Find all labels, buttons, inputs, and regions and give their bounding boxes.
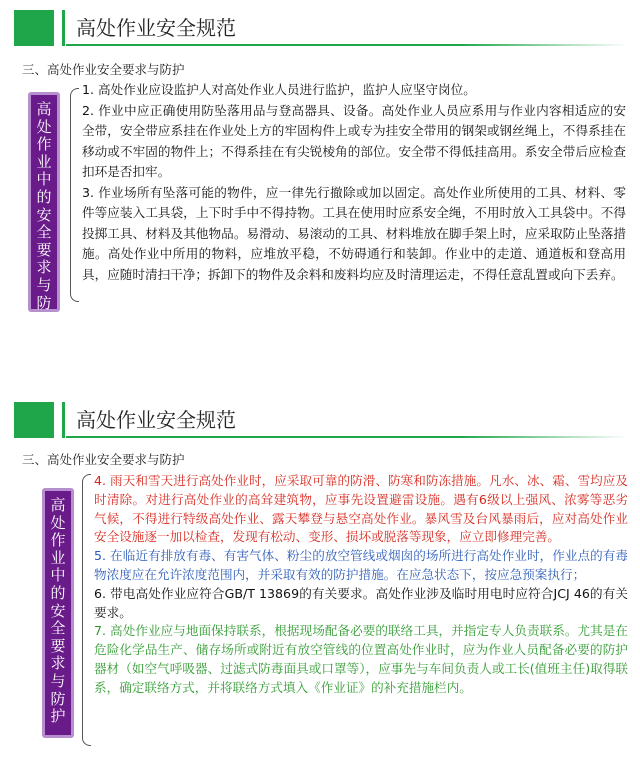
paragraph-2: 2. 作业中应正确使用防坠落用品与登高器具、设备。高处作业人员应系用与作业内容相适应的安全带，安全带应系挂在作业处上方的牢固构件上或专为挂安全带用的钢架或钢丝绳上，不得系挂在移动或不牢固的物件上；不得系挂在有尖锐棱角的部位。安全带不得低挂高用。系安全带后应检查扣环是否扣牢。 [82,102,626,179]
paragraph-6: 6. 带电高处作业应符合GB/T 13869的有关要求。高处作业涉及临时用电时应符合JCJ 46的有关要求。 [94,585,628,620]
section-heading: 三、高处作业安全要求与防护 [22,452,185,467]
bracket-line [70,88,79,302]
header-divider [62,10,65,46]
paragraph-1: 1. 高处作业应设监护人对高处作业人员进行监护，监护人应坚守岗位。 [82,82,476,97]
slide-header [14,402,628,438]
header-accent-block [14,10,54,46]
header-divider [62,402,65,438]
content-body [94,472,628,698]
content-body [82,80,626,285]
slide-panel-2 [0,392,640,759]
slide-panel-1 [0,0,640,350]
paragraph-3: 3. 作业场所有坠落可能的物件，应一律先行撤除或加以固定。高处作业所使用的工具、材料、零件等应装入工具袋，上下时手中不得持物。工具在使用时应系安全绳，不用时放入工具袋中。不得投掷工具、材料及其他物品。易滑动、易滚动的工具、材料堆放在脚手架上时，应采取防止坠落措施。高处作业中所用的物料，应堆放平稳，不妨碍通行和装卸。作业中的走道、通道板和登高用具，应随时清扫干净；拆卸下的物件及余料和废料均应及时清理运走，不得任意乱置或向下丢弃。 [82,184,626,282]
title-underline [66,44,628,46]
paragraph-7: 7. 高处作业应与地面保持联系，根据现场配备必要的联络工具，并指定专人负责联系。尤其是在危险化学品生产、储存场所或附近有放空管线的位置高处作业时，应为作业人员配备必要的防护器材（如空气呼吸器、过滤式防毒面具或口罩等），应事先与车间负责人或工长(值班主任)取得联系，确定联络方式，并将联络方式填入《作业证》的补充措施栏内。 [94,623,628,695]
page-title: 高处作业安全规范 [76,16,236,40]
page-title: 高处作业安全规范 [76,408,236,432]
bracket-line [82,474,91,746]
header-accent-block [14,402,54,438]
section-heading: 三、高处作业安全要求与防护 [22,62,185,77]
side-label: 高处作业中的安全要求与防护 [42,488,74,738]
title-underline [66,436,628,438]
slide-header [14,10,628,46]
paragraph-4: 4. 雨天和雪天进行高处作业时，应采取可靠的防滑、防寒和防冻措施。凡水、冰、霜、雪均应及时清除。对进行高处作业的高耸建筑物，应事先设置避雷设施。遇有6级以上强风、浓雾等恶劣气候，不得进行特级高处作业、露天攀登与悬空高处作业。暴风雪及台风暴雨后，应对高处作业安全设施逐一加以检查，发现有松动、变形、损坏或脱落等现象，应立即修理完善。 [94,473,628,545]
paragraph-5: 5. 在临近有排放有毒、有害气体、粉尘的放空管线或烟囱的场所进行高处作业时，作业点的有毒物浓度应在允许浓度范围内，并采取有效的防护措施。在应急状态下，按应急预案执行； [94,548,628,582]
side-label: 高处作业中的安全要求与防护 [28,92,60,312]
